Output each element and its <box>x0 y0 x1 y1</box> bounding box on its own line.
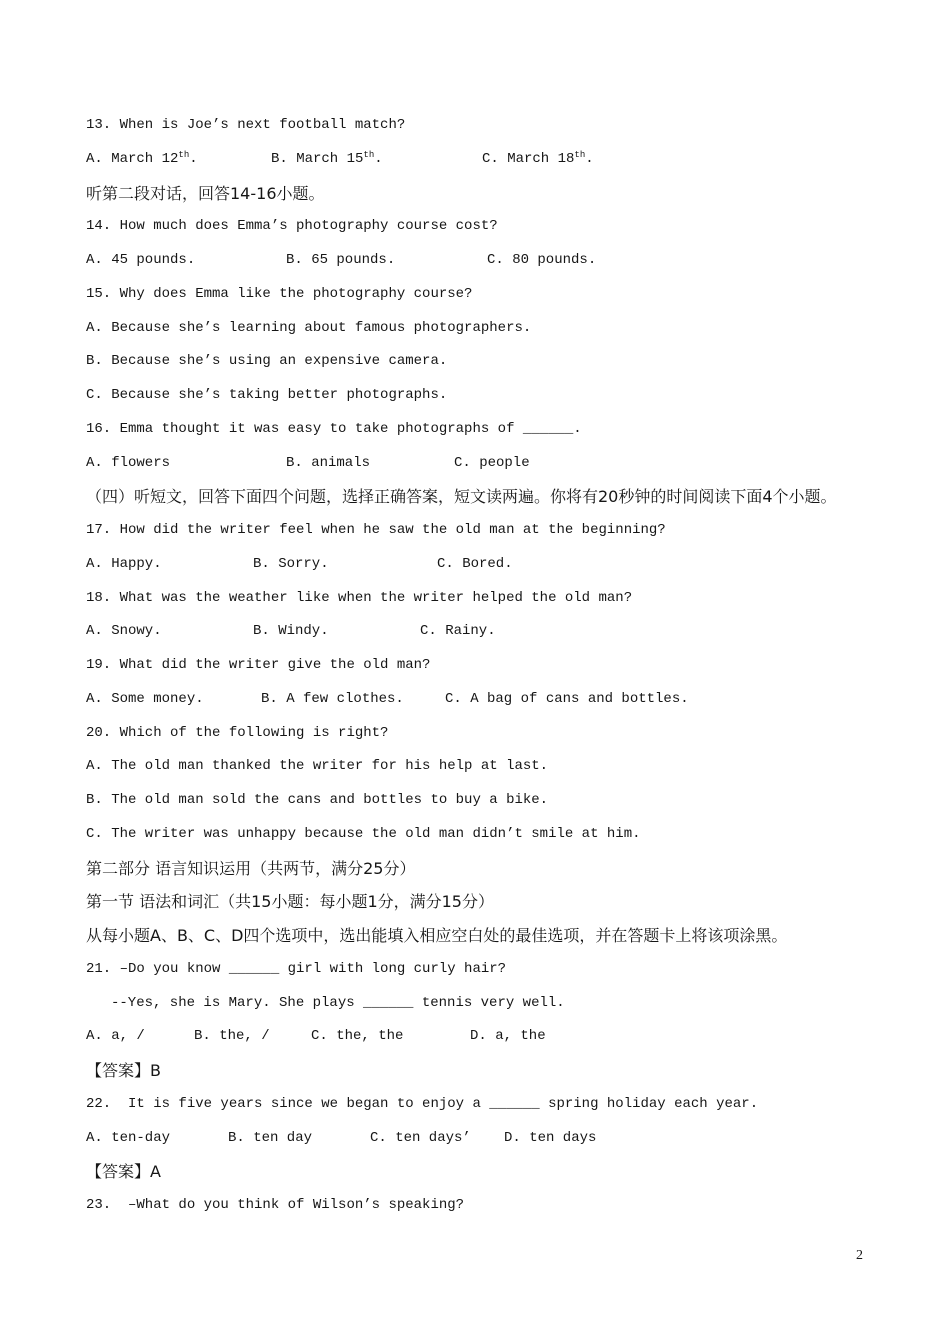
q16-option-c: C. people <box>454 454 530 471</box>
q14-option-c: C. 80 pounds. <box>487 252 597 268</box>
section1-instruction: 从每小题A、B、C、D四个选项中，选出能填入相应空白处的最佳选项，并在答题卡上将该项涂黑。 <box>86 926 788 945</box>
q16-option-b: B. animals <box>286 454 371 471</box>
passage-instruction: （四）听短文，回答下面四个问题，选择正确答案，短文读两遍。你将有20秒钟的时间阅读下面4个小题。 <box>86 487 837 507</box>
q19-options-line <box>86 683 926 717</box>
q14-stem-line <box>86 210 926 244</box>
option-tail: . <box>189 150 198 167</box>
answer-label: 【答案】 <box>86 1162 151 1182</box>
q22-stem-line <box>86 1088 926 1122</box>
q17-option-a: A. Happy. <box>86 555 162 572</box>
q22-option-b: B. ten day <box>228 1129 313 1146</box>
q19-option-a: A. Some money. <box>86 690 204 707</box>
exam-page-content <box>86 109 926 1223</box>
q13-option-a <box>86 143 198 177</box>
q18-option-a: A. Snowy. <box>86 623 162 640</box>
q20-option-a-line <box>86 750 926 784</box>
q17-stem-line <box>86 514 926 548</box>
dialogue2-instruction-line <box>86 177 926 211</box>
q21-reply: --Yes, she is Mary. She plays ______ tennis very well. <box>111 994 565 1011</box>
q20-stem: 20. Which of the following is right? <box>86 724 389 741</box>
q21-answer-line <box>86 1054 926 1088</box>
section1-instruction-line <box>86 919 926 953</box>
q17-option-b: B. Sorry. <box>253 555 329 572</box>
option-tail: . <box>374 150 383 167</box>
q23-stem-line <box>86 1189 926 1223</box>
q15-stem: 15. Why does Emma like the photography course? <box>86 285 473 302</box>
q21-stem: 21. –Do you know ______ girl with long curly hair? <box>86 960 507 977</box>
q20-stem-line <box>86 717 926 751</box>
q13-stem-line <box>86 109 926 143</box>
q16-stem-line <box>86 413 926 447</box>
q17-options-line <box>86 548 926 582</box>
q20-option-b-line <box>86 784 926 818</box>
q16-options-line <box>86 447 926 481</box>
option-text: A. March 12 <box>86 150 179 167</box>
q15-option-b-line <box>86 345 926 379</box>
q21-option-d: D. a, the <box>470 1028 546 1045</box>
option-text: B. March 15 <box>271 150 364 167</box>
part2-title-line <box>86 852 926 886</box>
q16-stem: 16. Emma thought it was easy to take photographs of ______. <box>86 420 582 437</box>
q20-option-c-line <box>86 818 926 852</box>
q21-reply-line <box>86 987 926 1021</box>
q20-option-c: C. The writer was unhappy because the old man didn’t smile at him. <box>86 825 641 842</box>
q20-option-b: B. The old man sold the cans and bottles to buy a bike. <box>86 792 549 808</box>
q19-stem-line <box>86 649 926 683</box>
part2-title: 第二部分 语言知识运用（共两节，满分25分） <box>86 858 416 878</box>
q19-stem: 19. What did the writer give the old man? <box>86 657 431 673</box>
q22-answer: A <box>150 1162 161 1182</box>
option-tail: . <box>585 150 594 167</box>
q18-option-c: C. Rainy. <box>420 623 496 640</box>
page-number: 2 <box>856 1248 863 1263</box>
q20-option-a: A. The old man thanked the writer for his help at last. <box>86 758 549 775</box>
q18-options-line <box>86 615 926 649</box>
q22-option-d: D. ten days <box>504 1129 597 1146</box>
q21-answer: B <box>150 1061 161 1080</box>
q22-stem: 22. It is five years since we began to enjoy a ______ spring holiday each year. <box>86 1095 759 1112</box>
q13-option-c <box>482 143 594 177</box>
q13-stem: 13. When is Joe’s next football match? <box>86 117 406 133</box>
q21-options-line <box>86 1020 926 1054</box>
q21-option-c: C. the, the <box>311 1028 404 1045</box>
q15-option-c-line <box>86 379 926 413</box>
q15-option-b: B. Because she’s using an expensive camera. <box>86 353 448 370</box>
option-superscript: th <box>574 149 586 160</box>
option-superscript: th <box>363 149 375 160</box>
q15-option-c: C. Because she’s taking better photographs. <box>86 387 448 403</box>
q22-option-a: A. ten-day <box>86 1129 171 1146</box>
q19-option-c: C. A bag of cans and bottles. <box>445 690 689 707</box>
q18-option-b: B. Windy. <box>253 623 329 640</box>
q19-option-b: B. A few clothes. <box>261 690 404 707</box>
q21-option-b: B. the, / <box>194 1028 270 1045</box>
q14-options-line <box>86 244 926 278</box>
option-superscript: th <box>178 149 190 160</box>
q14-option-a: A. 45 pounds. <box>86 252 196 268</box>
q18-stem: 18. What was the weather like when the writer helped the old man? <box>86 589 633 606</box>
q18-stem-line <box>86 582 926 616</box>
q16-option-a: A. flowers <box>86 454 171 471</box>
q21-stem-line <box>86 953 926 987</box>
q21-option-a: A. a, / <box>86 1028 145 1045</box>
q13-option-b <box>271 143 383 177</box>
passage-instruction-line <box>86 480 926 514</box>
q13-options-line <box>86 143 926 177</box>
q15-option-a: A. Because she’s learning about famous photographers. <box>86 319 532 336</box>
q22-options-line <box>86 1122 926 1156</box>
option-text: C. March 18 <box>482 150 575 167</box>
q17-option-c: C. Bored. <box>437 555 513 572</box>
q14-stem: 14. How much does Emma’s photography course cost? <box>86 218 498 235</box>
section1-title: 第一节 语法和词汇（共15小题：每小题1分，满分15分） <box>86 892 494 912</box>
dialogue2-instruction: 听第二段对话，回答14-16小题。 <box>86 183 325 203</box>
q17-stem: 17. How did the writer feel when he saw the old man at the beginning? <box>86 522 666 538</box>
q15-stem-line <box>86 278 926 312</box>
q14-option-b: B. 65 pounds. <box>286 252 396 268</box>
section1-title-line <box>86 885 926 919</box>
q22-answer-line <box>86 1155 926 1189</box>
q22-option-c: C. ten days’ <box>370 1129 471 1146</box>
q23-stem: 23. –What do you think of Wilson’s speaking? <box>86 1197 465 1213</box>
answer-label: 【答案】 <box>86 1061 151 1080</box>
q15-option-a-line <box>86 312 926 346</box>
